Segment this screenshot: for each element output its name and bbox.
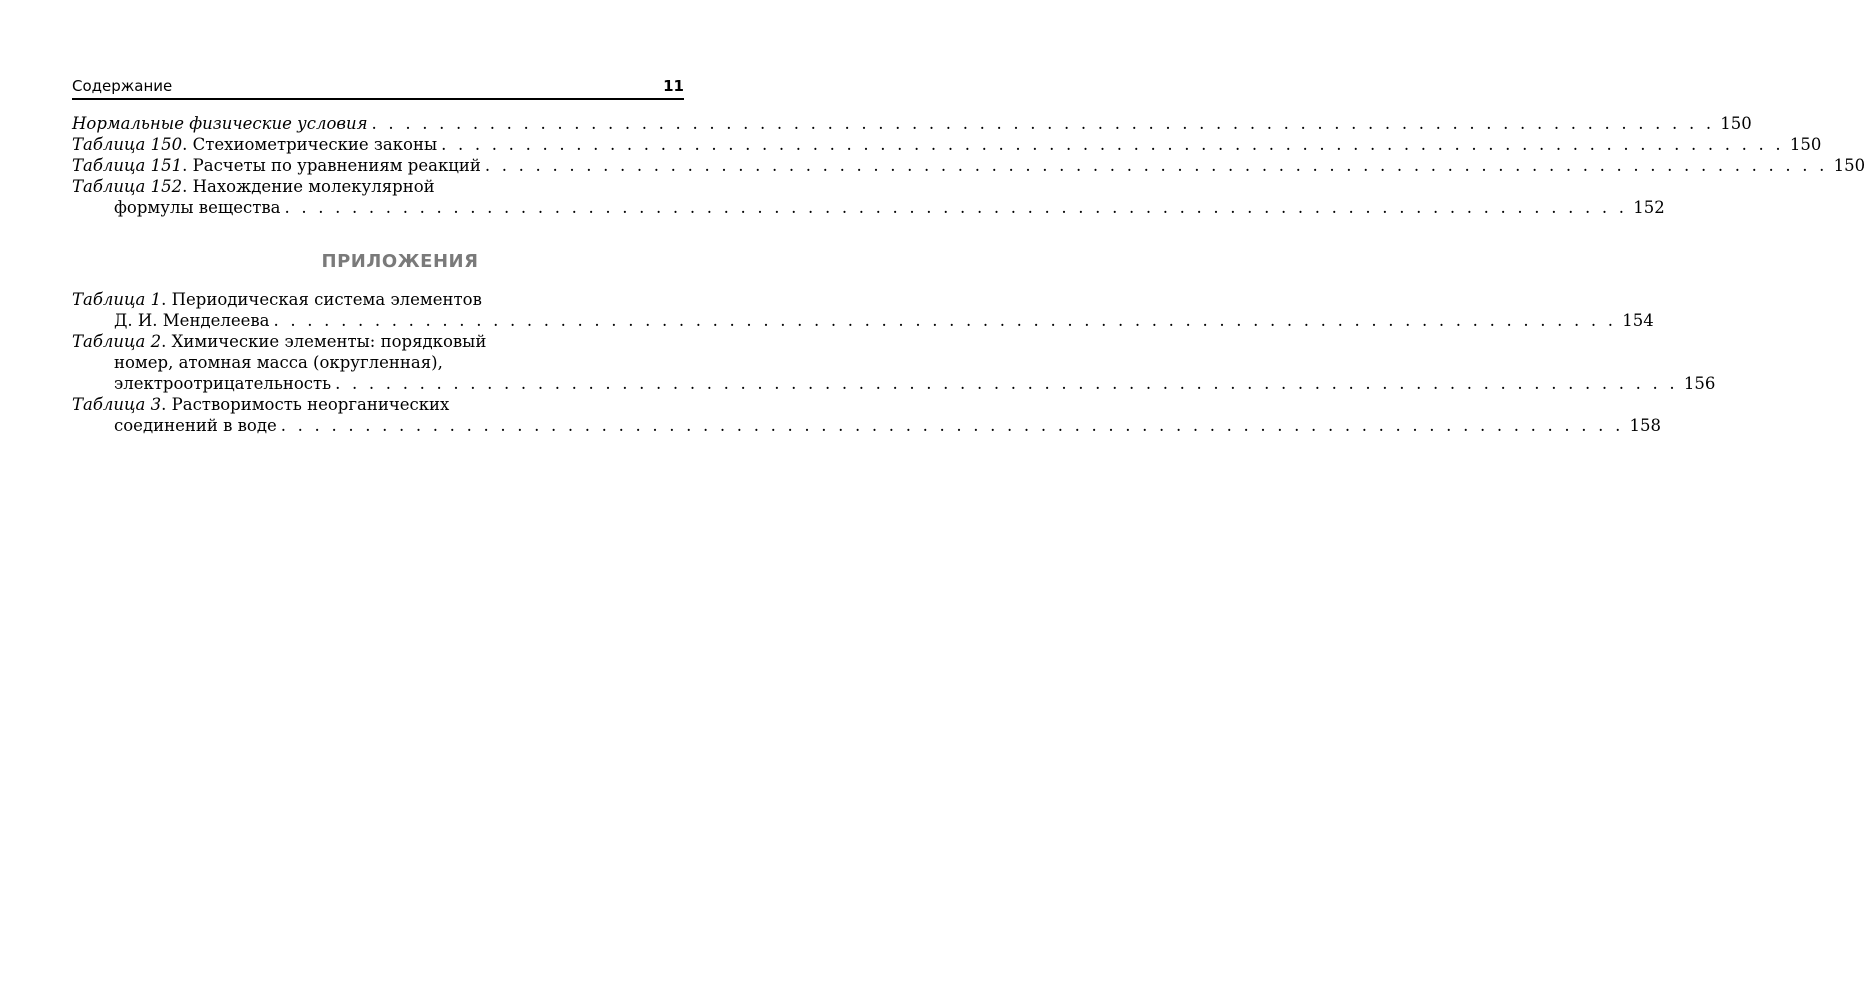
toc-entry-text: Д. И. Менделеева (114, 311, 270, 330)
toc-entry (72, 394, 1662, 436)
toc-entry-text-group (72, 134, 437, 155)
appendix-toc-list (72, 289, 1716, 436)
toc-entry-line[interactable] (72, 197, 1665, 218)
toc-entry-line (72, 394, 684, 415)
toc-entry-line[interactable] (72, 113, 1752, 134)
toc-entry-label: Нормальные физические условия (72, 114, 368, 133)
dot-leader: . . . . . . . . . . . . . . . . . . . . . . . . . . . . . . . . . . . . . . . . . . . . . . . . . . . . . . . . . . . . . . . . . . . . . . . . . . . . . . . . (371, 114, 1715, 133)
dot-leader: . . . . . . . . . . . . . . . . . . . . . . . . . . . . . . . . . . . . . . . . . . . . . . . . . . . . . . . . . . . . . . . . . . . . . . . . . . . . . . . . (273, 311, 1617, 330)
dot-leader: . . . . . . . . . . . . . . . . . . . . . . . . . . . . . . . . . . . . . . . . . . . . . . . . . . . . . . . . . . . . . . . . . . . . . . . . . . . . . . . . (484, 156, 1828, 175)
toc-entry-text-group (72, 155, 481, 176)
toc-entry-line[interactable] (72, 134, 1822, 155)
toc-entry-text: . Нахождение молекулярной (182, 177, 435, 196)
toc-entry (72, 113, 1752, 134)
toc-entry-label: Таблица 2 (72, 332, 162, 351)
toc-entry-text: . Растворимость неорганических (161, 395, 450, 414)
toc-entry-text: формулы вещества (114, 198, 281, 217)
toc-entry-text: электроотрицательность (114, 374, 332, 393)
toc-page-number: 158 (1629, 416, 1662, 435)
toc-page-number: 156 (1683, 374, 1716, 393)
toc-entry-label: Таблица 152 (72, 177, 183, 196)
toc-entry-text-group (72, 113, 368, 134)
toc-page-number: 150 (1789, 135, 1822, 154)
toc-entry-label: Таблица 1 (72, 290, 162, 309)
toc-entry (72, 134, 1822, 155)
dot-leader: . . . . . . . . . . . . . . . . . . . . . . . . . . . . . . . . . . . . . . . . . . . . . . . . . . . . . . . . . . . . . . . . . . . . . . . . . . . . . . . . (441, 135, 1784, 154)
toc-entry (72, 155, 1865, 176)
toc-entry (72, 176, 1665, 218)
toc-page-number: 154 (1622, 311, 1654, 330)
toc-entry-text: . Расчеты по уравнениям реакций (182, 156, 481, 175)
page-number: 11 (663, 77, 684, 95)
toc-entry-line[interactable] (72, 310, 1654, 331)
toc-list (72, 113, 1865, 218)
page-header (72, 76, 684, 100)
appendix-heading: ПРИЛОЖЕНИЯ (321, 251, 479, 272)
toc-entry-text: соединений в воде (114, 416, 277, 435)
toc-entry-line (72, 331, 684, 352)
toc-entry-label: Таблица 151 (72, 156, 183, 175)
dot-leader: . . . . . . . . . . . . . . . . . . . . . . . . . . . . . . . . . . . . . . . . . . . . . . . . . . . . . . . . . . . . . . . . . . . . . . . . . . . . . . . . (280, 416, 1624, 435)
toc-page-number: 150 (1833, 156, 1865, 175)
running-head-title: Содержание (72, 77, 173, 95)
toc-entry-text: . Химические элементы: порядковый (161, 332, 487, 351)
toc-entry-label: Таблица 150 (72, 135, 183, 154)
toc-entry-label: Таблица 3 (72, 395, 162, 414)
toc-entry-line (72, 352, 684, 373)
toc-entry-line[interactable] (72, 373, 1716, 394)
toc-entry-text: . Стехиометрические законы (182, 135, 438, 154)
toc-entry-line (72, 176, 684, 197)
toc-entry-line[interactable] (72, 415, 1662, 436)
toc-entry-line (72, 289, 684, 310)
toc-entry (72, 289, 1654, 331)
toc-entry-line[interactable] (72, 155, 1865, 176)
dot-leader: . . . . . . . . . . . . . . . . . . . . . . . . . . . . . . . . . . . . . . . . . . . . . . . . . . . . . . . . . . . . . . . . . . . . . . . . . . . . . . . . (284, 198, 1628, 217)
toc-page-number: 150 (1720, 114, 1752, 133)
toc-entry-text: . Периодическая система элементов (161, 290, 482, 309)
toc-entry (72, 331, 1716, 394)
dot-leader: . . . . . . . . . . . . . . . . . . . . . . . . . . . . . . . . . . . . . . . . . . . . . . . . . . . . . . . . . . . . . . . . . . . . . . . . . . . . . . . . (335, 374, 1678, 393)
toc-page-number: 152 (1633, 198, 1665, 217)
toc-entry-text: номер, атомная масса (округленная), (114, 353, 443, 372)
